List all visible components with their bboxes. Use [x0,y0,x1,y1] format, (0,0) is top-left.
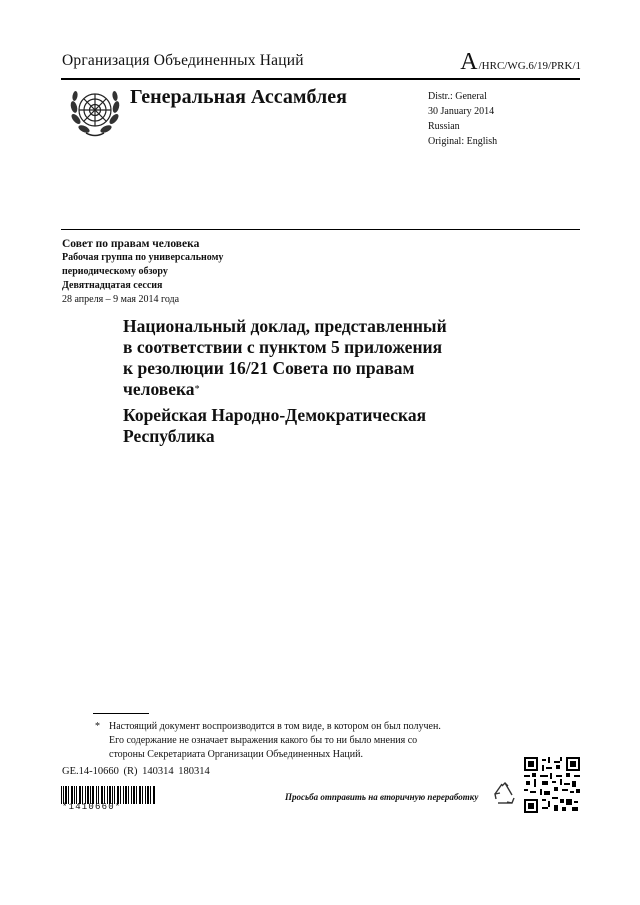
footnote-reference: * [194,384,200,395]
country-line-2: Республика [123,426,215,446]
report-title-line-2: в соответствии с пунктом 5 приложения [123,337,443,357]
footnote-line-1: Настоящий документ воспроизводится в том виде, в котором он был получен. [109,721,441,732]
distr-original: Original: English [428,136,498,147]
country-title [123,405,503,447]
session-dates: 28 апреля – 9 мая 2014 года [62,294,180,305]
report-title [123,316,503,400]
un-emblem-icon [66,83,124,141]
session-name: Девятнадцатая сессия [62,280,163,291]
footnote-line-2: Его содержание не означает выражения какого бы то ни было мнения со [109,735,418,746]
section-rule [61,229,580,230]
recycle-icon [492,781,518,807]
document-symbol [460,49,581,75]
council-block [62,237,223,307]
footnote-mark: * [95,721,100,732]
symbol-code: /HRC/WG.6/19/PRK/1 [478,60,581,72]
working-group-line-1: Рабочая группа по универсальному [62,252,224,263]
country-line-1: Корейская Народно-Демократическая [123,405,427,425]
symbol-letter: A [460,49,478,75]
assembly-title: Генеральная Ассамблея [130,86,347,108]
footnote-line-3: стороны Секретариата Организации Объединенных Наций. [109,749,363,760]
report-title-line-1: Национальный доклад, представленный [123,316,447,336]
footnote-rule [93,713,149,714]
recycle-text: Просьба отправить на вторичную переработку [285,792,479,802]
header-rule [61,78,580,80]
barcode-digits: *1410660* [62,802,122,812]
distr-language: Russian [428,121,460,132]
distr-date: 30 January 2014 [428,106,495,117]
distribution-block [428,89,497,149]
footnote [95,720,529,762]
organization-name: Организация Объединенных Наций [62,52,304,69]
working-group-line-2: периодическому обзору [62,266,168,277]
document-code: GE.14-10660 (R) 140314 180314 [62,766,210,777]
distr-line: Distr.: General [428,91,487,102]
council-title: Совет по правам человека [62,238,200,250]
report-title-line-3: к резолюции 16/21 Совета по правам [123,358,415,378]
report-title-line-4: человека [123,379,195,399]
qr-code-icon [524,757,580,813]
